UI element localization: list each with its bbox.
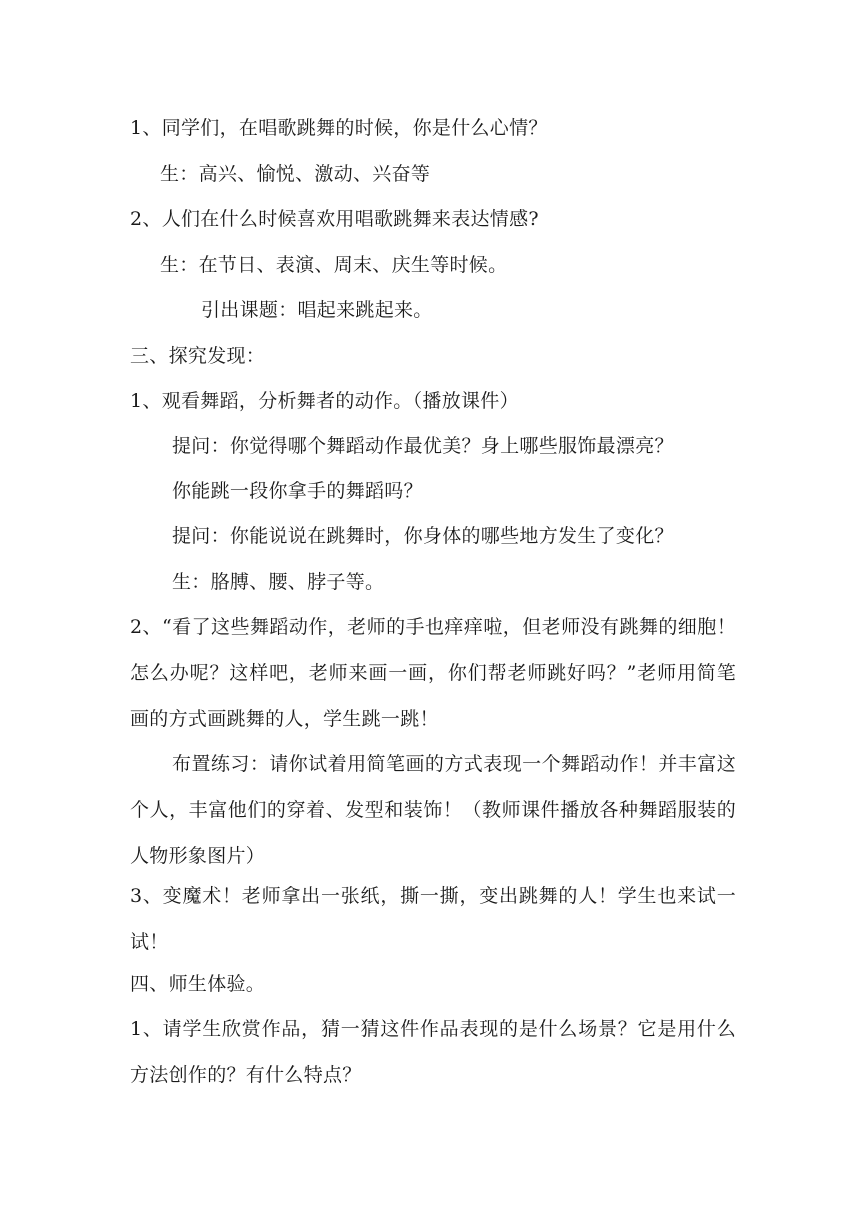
question-body-changes: 提问：你能说说在跳舞时，你身体的哪些地方发生了变化？ bbox=[172, 525, 674, 547]
answer-2: 生：在节日、表演、周末、庆生等时候。 bbox=[160, 254, 508, 276]
answer-1: 生：高兴、愉悦、激动、兴奋等 bbox=[160, 163, 431, 185]
answer-body-parts: 生：胳膊、腰、脖子等。 bbox=[172, 571, 385, 593]
question-2: 2、人们在什么时候喜欢用唱歌跳舞来表达情感? bbox=[130, 208, 539, 230]
step-three-paragraph: 3、变魔术！老师拿出一张纸，撕一撕，变出跳舞的人！学生也来试一试！ bbox=[130, 885, 736, 953]
practice-paragraph: 布置练习：请你试着用简笔画的方式表现一个舞蹈动作！并丰富这个人，丰富他们的穿着、发型和装饰！（教师课件播放各种舞蹈服装的人物形象图片） bbox=[130, 753, 736, 867]
section-three-heading: 三、探究发现： bbox=[130, 345, 266, 367]
section-four-heading: 四、师生体验。 bbox=[130, 973, 266, 995]
step-two-paragraph: 2、“看了这些舞蹈动作，老师的手也痒痒啦，但老师没有跳舞的细胞！怎么办呢？这样吧，老师来画一画，你们帮老师跳好吗？”老师用简笔画的方式画跳舞的人，学生跳一跳！ bbox=[130, 616, 736, 730]
step-one: 1、观看舞蹈，分析舞者的动作。（播放课件） bbox=[130, 390, 519, 412]
question-own-dance: 你能跳一段你拿手的舞蹈吗？ bbox=[172, 480, 423, 502]
question-dance-movement: 提问：你觉得哪个舞蹈动作最优美？身上哪些服饰最漂亮？ bbox=[172, 435, 674, 457]
question-1: 1、同学们，在唱歌跳舞的时候，你是什么心情？ bbox=[130, 117, 548, 139]
step-four-paragraph: 1、请学生欣赏作品，猜一猜这件作品表现的是什么场景？它是用什么方法创作的？有什么特点？ bbox=[130, 1018, 736, 1086]
lesson-topic: 引出课题：唱起来跳起来。 bbox=[201, 299, 433, 321]
